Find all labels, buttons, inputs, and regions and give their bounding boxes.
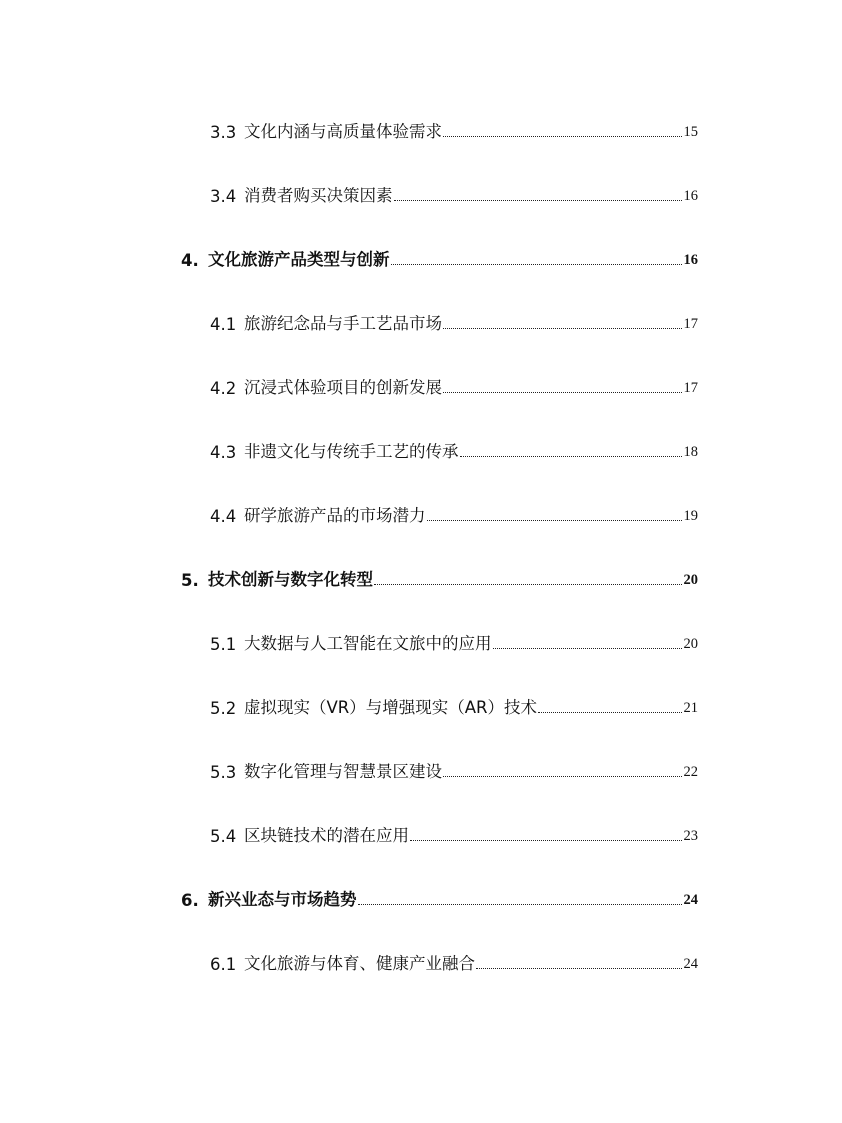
dot-leader — [374, 584, 682, 585]
toc-entry-4-3[interactable] — [210, 438, 698, 462]
toc-number: 4.4 — [210, 507, 237, 526]
toc-title: 研学旅游产品的市场潜力 — [244, 506, 426, 525]
toc-page-number: 16 — [683, 252, 698, 268]
toc-chapter-6[interactable] — [181, 886, 698, 910]
toc-number: 4.1 — [210, 315, 237, 334]
toc-entry-5-1[interactable] — [210, 630, 698, 654]
dot-leader — [443, 136, 682, 137]
toc-title: 新兴业态与市场趋势 — [208, 890, 357, 909]
toc-title: 大数据与人工智能在文旅中的应用 — [244, 634, 492, 653]
toc-entry-6-1[interactable] — [210, 950, 698, 974]
toc-number: 5.4 — [210, 827, 237, 846]
toc-chapter-5[interactable] — [181, 566, 698, 590]
toc-title: 技术创新与数字化转型 — [208, 570, 373, 589]
toc-number: 6.1 — [210, 955, 237, 974]
toc-number: 4.3 — [210, 443, 237, 462]
dot-leader — [443, 776, 682, 777]
toc-entry-5-3[interactable] — [210, 758, 698, 782]
toc-number: 4.2 — [210, 379, 237, 398]
toc-entry-5-4[interactable] — [210, 822, 698, 846]
dot-leader — [394, 200, 682, 201]
dot-leader — [391, 264, 682, 265]
toc-page-number: 24 — [683, 956, 698, 972]
toc-page-number: 19 — [683, 508, 698, 524]
toc-title: 文化旅游产品类型与创新 — [208, 250, 390, 269]
toc-page-number: 15 — [683, 124, 698, 140]
toc-entry-5-2[interactable] — [210, 694, 698, 718]
dot-leader — [493, 648, 682, 649]
toc-page-number: 17 — [683, 380, 698, 396]
toc-number: 4. — [181, 251, 199, 270]
toc-page-number: 21 — [683, 700, 698, 716]
toc-entry-4-1[interactable] — [210, 310, 698, 334]
toc-page-number: 18 — [683, 444, 698, 460]
toc-number: 3.4 — [210, 187, 237, 206]
toc-number: 6. — [181, 891, 199, 910]
dot-leader — [443, 328, 682, 329]
toc-title: 区块链技术的潜在应用 — [244, 826, 409, 845]
toc-number: 3.3 — [210, 123, 237, 142]
dot-leader — [427, 520, 682, 521]
toc-number: 5.2 — [210, 699, 237, 718]
toc-chapter-4[interactable] — [181, 246, 698, 270]
dot-leader — [358, 904, 682, 905]
toc-page-number: 24 — [683, 892, 698, 908]
toc-title: 旅游纪念品与手工艺品市场 — [244, 314, 442, 333]
toc-entry-4-4[interactable] — [210, 502, 698, 526]
toc-page-number: 22 — [683, 764, 698, 780]
toc-number: 5. — [181, 571, 199, 590]
toc-title: 非遗文化与传统手工艺的传承 — [244, 442, 459, 461]
toc-title: 文化内涵与高质量体验需求 — [244, 122, 442, 141]
toc-title: 消费者购买决策因素 — [244, 186, 393, 205]
toc-page-number: 23 — [683, 828, 698, 844]
toc-page-number: 20 — [683, 572, 698, 588]
toc-title: 数字化管理与智慧景区建设 — [244, 762, 442, 781]
dot-leader — [443, 392, 682, 393]
dot-leader — [460, 456, 682, 457]
toc-page-number: 17 — [683, 316, 698, 332]
toc-entry-4-2[interactable] — [210, 374, 698, 398]
toc-page-number: 16 — [683, 188, 698, 204]
toc-entry-3-4[interactable] — [210, 182, 698, 206]
toc-title: 文化旅游与体育、健康产业融合 — [244, 954, 475, 973]
toc-title: 虚拟现实（VR）与增强现实（AR）技术 — [244, 698, 538, 717]
dot-leader — [538, 712, 681, 713]
dot-leader — [410, 840, 682, 841]
toc-entry-3-3[interactable] — [210, 118, 698, 142]
toc-number: 5.3 — [210, 763, 237, 782]
toc-page-number: 20 — [683, 636, 698, 652]
toc-title: 沉浸式体验项目的创新发展 — [244, 378, 442, 397]
dot-leader — [476, 968, 682, 969]
toc-number: 5.1 — [210, 635, 237, 654]
